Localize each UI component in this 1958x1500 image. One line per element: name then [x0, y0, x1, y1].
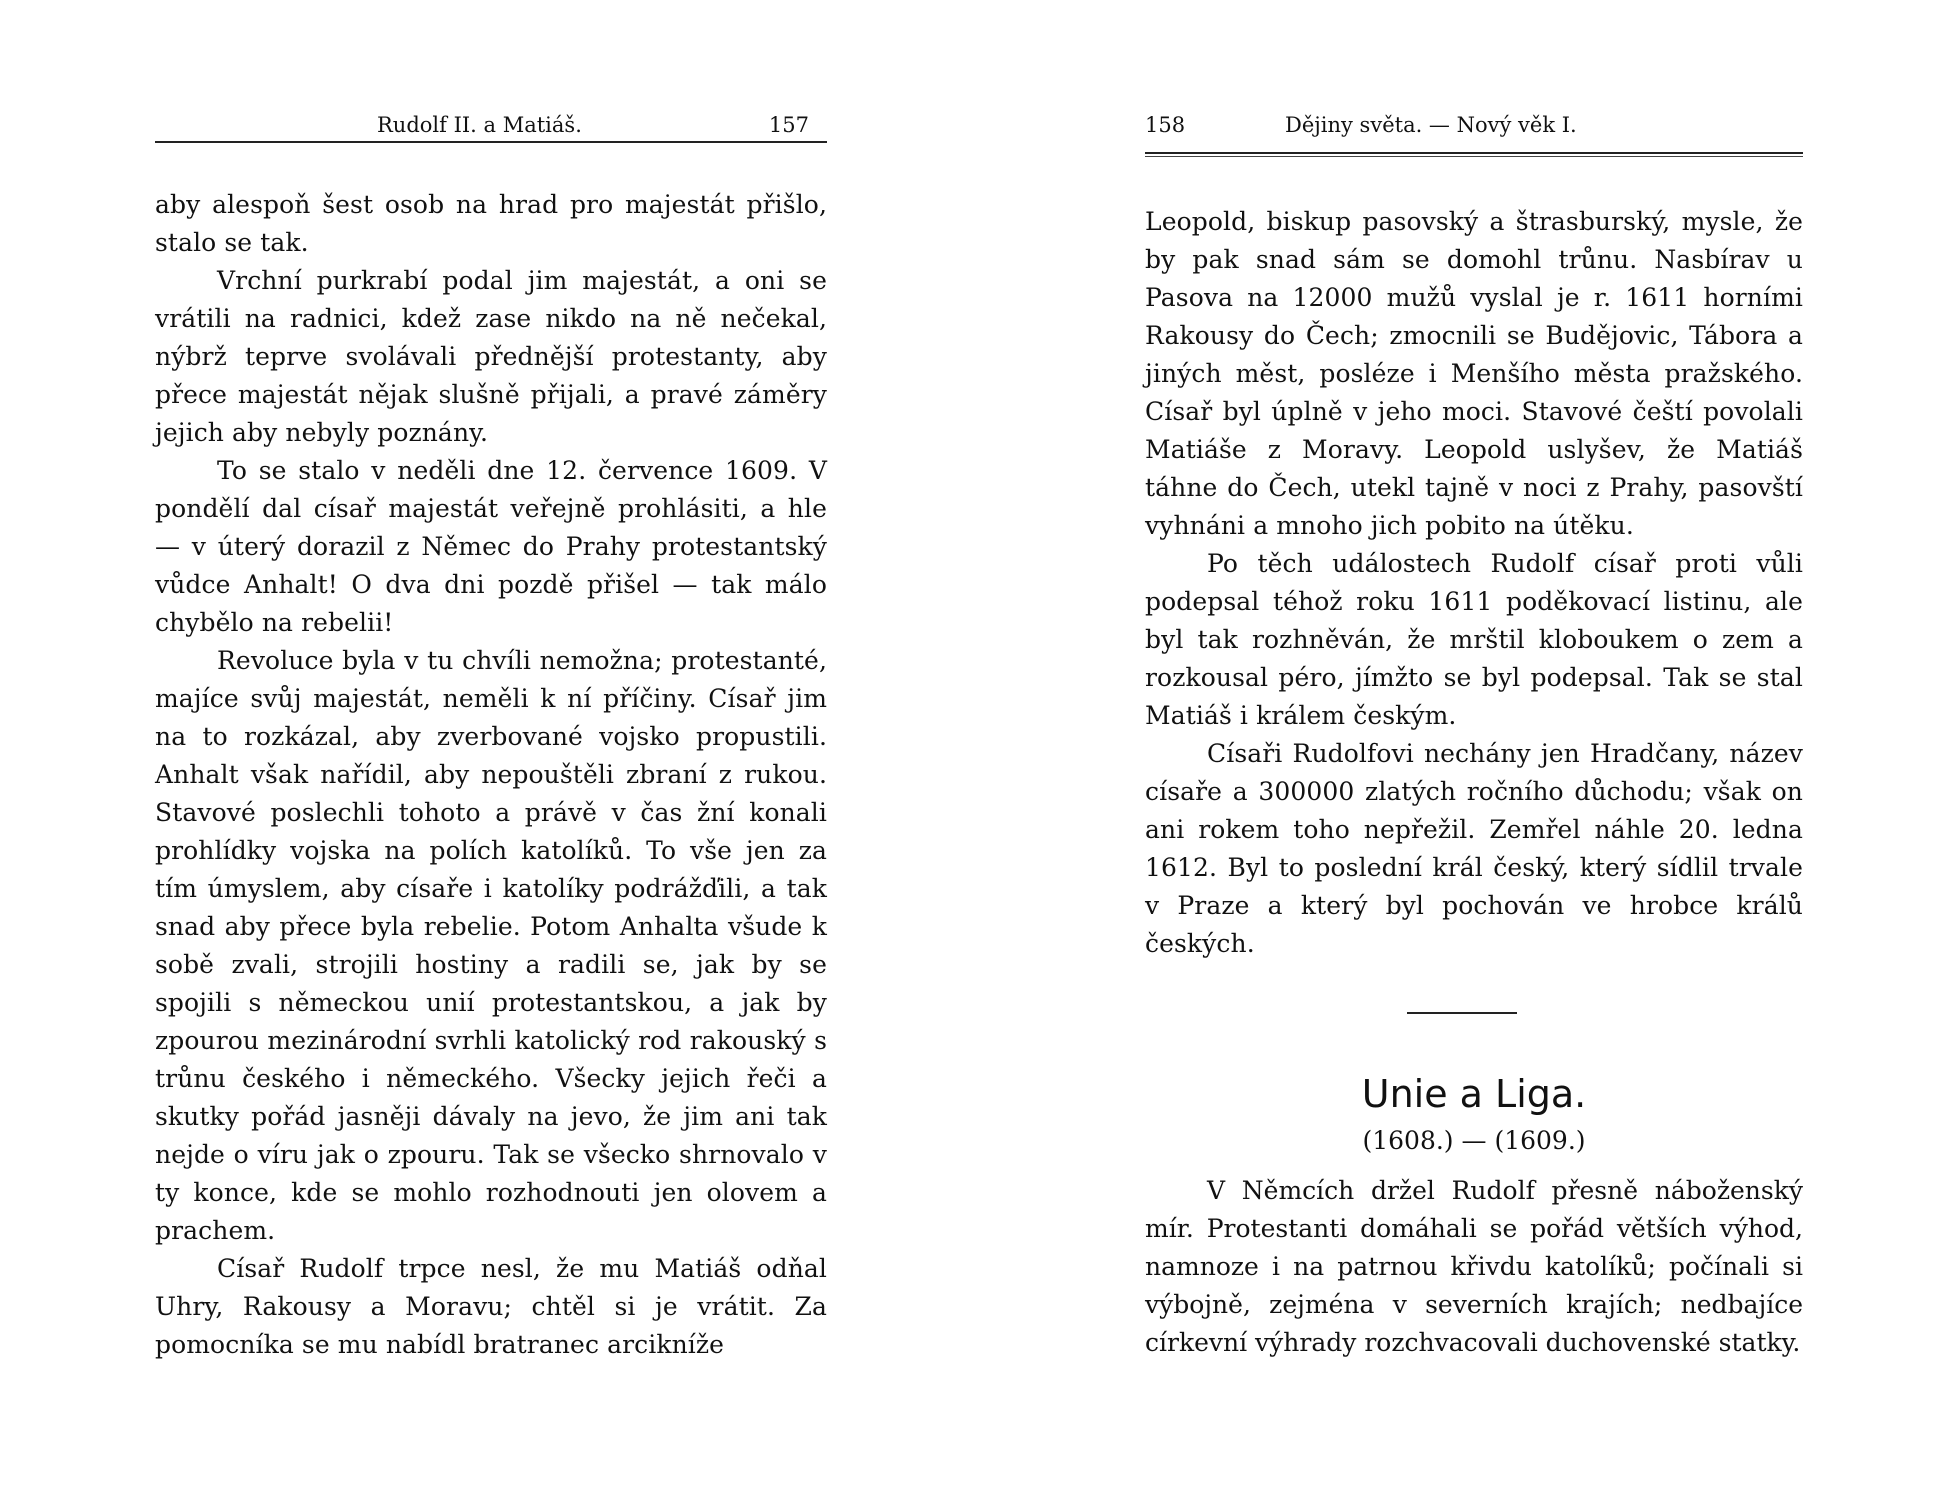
- paragraph: aby alespoň šest osob na hrad pro majestát přišlo, stalo se tak.: [155, 190, 827, 257]
- paragraph: Císař Rudolf trpce nesl, že mu Matiáš odňal Uhry, Rakousy a Moravu; chtěl si je vrátit. Za pomocníka se mu nabídl bratranec arcikníže: [155, 1254, 827, 1359]
- right-page: [979, 0, 1958, 1500]
- section-dates: (1608.) — (1609.): [1362, 1126, 1586, 1155]
- page-number: 158: [1145, 113, 1186, 137]
- header-rule-secondary: [1145, 156, 1803, 157]
- running-header: [155, 112, 827, 146]
- running-header-title: Rudolf II. a Matiáš.: [377, 113, 582, 137]
- header-rule: [155, 141, 827, 143]
- paragraph: To se stalo v neděli dne 12. července 1609. V pondělí dal císař majestát veřejně prohlásiti, a hle — v úterý dorazil z Němec do Prahy protestantský vůdce Anhalt! O dva dni pozdě přišel — tak málo chybělo na rebelii!: [155, 456, 827, 637]
- paragraph: Císaři Rudolfovi nechány jen Hradčany, název císaře a 300000 zlatých ročního důchodu; však on ani rokem toho nepřežil. Zemřel náhle 20. ledna 1612. Byl to poslední král český, který sídlil trvale v Praze a který byl pochován ve hrobce králů českých.: [1145, 739, 1803, 958]
- paragraph: Revoluce byla v tu chvíli nemožna; protestanté, majíce svůj majestát, neměli k ní příčiny. Císař jim na to rozkázal, aby zverbované vojsko propustili. Anhalt však nařídil, aby nepouštěli zbraní z rukou. Stavové poslechli tohoto a právě v čas žní konali prohlídky vojska na polích katolíků. To vše jen za tím úmyslem, aby císaře i katolíky podrážďili, a tak snad aby přece byla rebelie. Potom Anhalta všude k sobě zvali, strojili hostiny a radili se, jak by se spojili s německou unií protestantskou, a jak by zpourou mezinárodní svrhli katolický rod rakouský s trůnu českého i německého. Všecky jejich řeči a skutky pořád jasněji dávaly na jevo, že jim ani tak nejde o víru jak o zpouru. Tak se všecko shrnovalo v ty konce, kde se mohlo rozhodnouti jen olovem a prachem.: [155, 646, 827, 1245]
- body-text: [155, 186, 827, 1364]
- running-header-title: Dějiny světa. — Nový věk I.: [1285, 113, 1577, 137]
- page-number: 157: [768, 113, 809, 137]
- section-heading: Unie a Liga.: [1361, 1072, 1587, 1116]
- section-divider: [1407, 1012, 1517, 1014]
- paragraph: V Němcích držel Rudolf přesně náboženský mír. Protestanti domáhali se pořád větších výhod, namnoze i na patrnou křivdu katolíků; počínali si výbojně, zejména v severních krajích; nedbajíce církevní výhrady rozchvacovali duchovenské statky.: [1145, 1176, 1803, 1357]
- section-body: [1145, 1172, 1803, 1362]
- paragraph: Po těch událostech Rudolf císař proti vůli podepsal téhož roku 1611 poděkovací listinu, ale byl tak rozhněván, že mrštil kloboukem o zem a rozkousal péro, jímžto se byl podepsal. Tak se stal Matiáš i králem českým.: [1145, 549, 1803, 730]
- paragraph: Vrchní purkrabí podal jim majestát, a oni se vrátili na radnici, kdež zase nikdo na ně nečekal, nýbrž teprve svolávali přednější protestanty, aby přece majestát nějak slušně přijali, a pravé záměry jejich aby nebyly poznány.: [155, 266, 827, 447]
- running-header: [1145, 112, 1803, 146]
- body-text: [1145, 203, 1803, 963]
- header-rule: [1145, 152, 1803, 154]
- paragraph: Leopold, biskup pasovský a štrasburský, mysle, že by pak snad sám se domohl trůnu. Nasbírav u Pasova na 12000 mužů vyslal je r. 1611 horními Rakousy do Čech; zmocnili se Budějovic, Tábora a jiných měst, posléze i Menšího města pražského. Císař byl úplně v jeho moci. Stavové čeští povolali Matiáše z Moravy. Leopold uslyšev, že Matiáš táhne do Čech, utekl tajně v noci z Prahy, pasovští vyhnáni a mnoho jich pobito na útěku.: [1145, 207, 1803, 540]
